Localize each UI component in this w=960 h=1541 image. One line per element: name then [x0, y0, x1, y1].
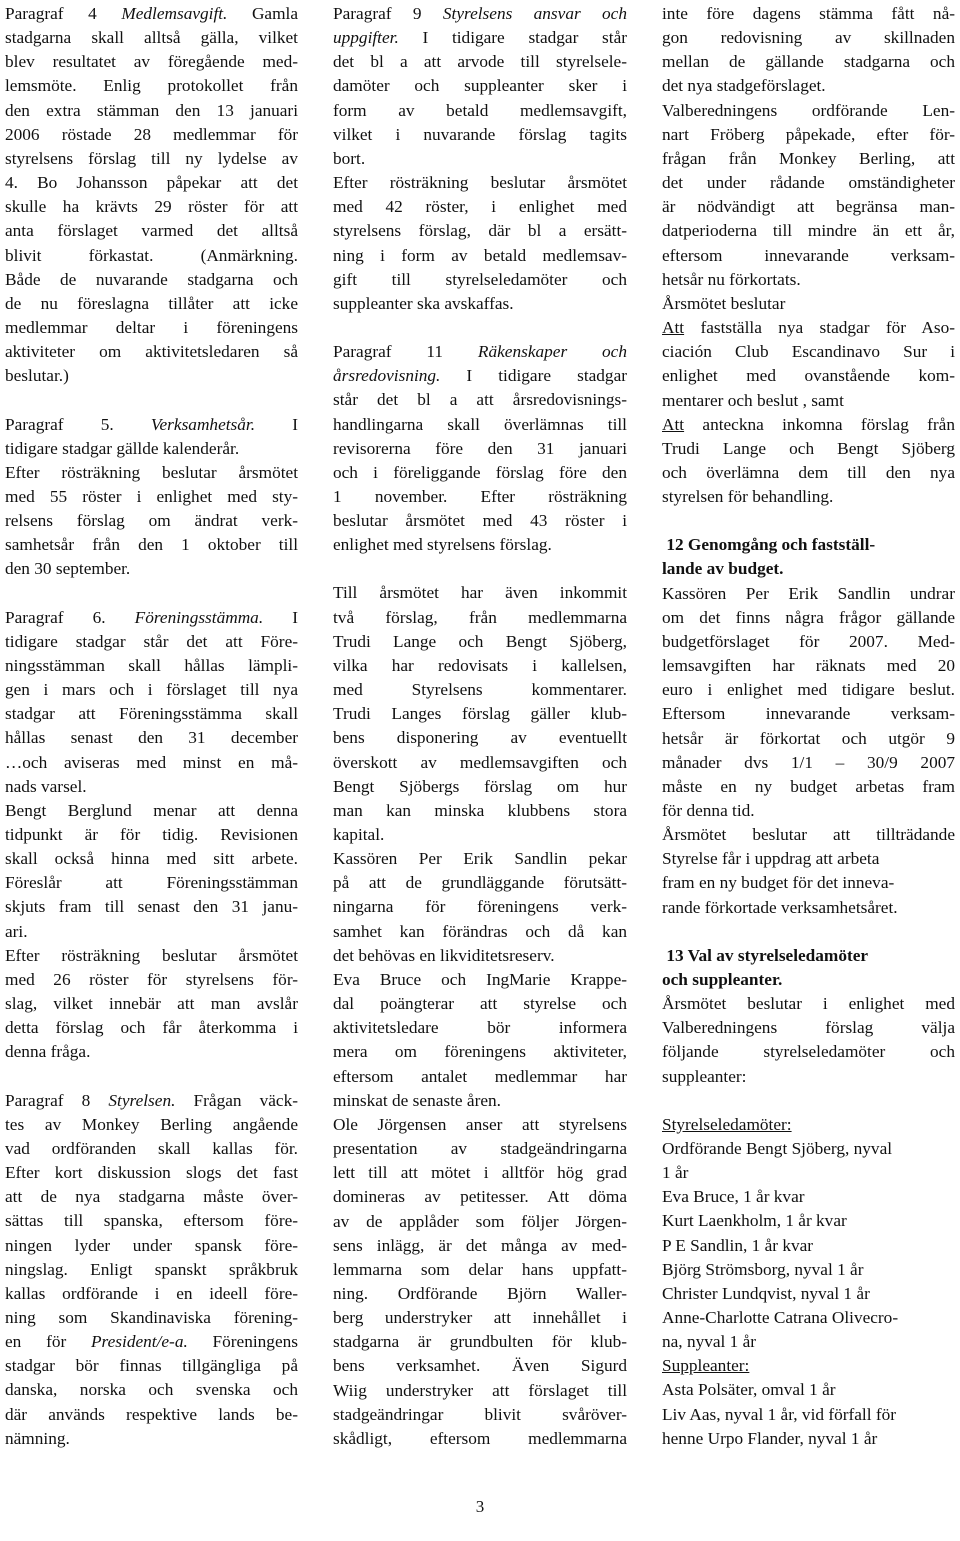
text-line: domineras av petitesser. Att döma — [333, 1187, 627, 1207]
text-line: budgetförslaget för 2007. Med- — [662, 631, 955, 651]
text-line: lemsmöte. Enlig protokollet från — [5, 76, 298, 96]
text-column-1 — [5, 2, 298, 1451]
text-line: mellan de gällande stadgarna och — [662, 52, 955, 72]
text-line: bens verksamhet. Även Sigurd — [333, 1356, 627, 1376]
text-line: den extra stämman den 13 januari — [5, 100, 298, 120]
text-line: för denna tid. — [662, 801, 755, 820]
text-line: hetsår är förkortat och utgör 9 — [662, 728, 955, 748]
text-line: datperioderna till mindre än ett år, — [662, 221, 955, 241]
text-line: och i föreliggande förslag före den — [333, 462, 627, 482]
text-line: 1 år — [662, 1163, 689, 1183]
text-line: 4. Bo Johansson påpekar att det — [5, 173, 298, 193]
text-line: gon redovisning av skillnaden — [662, 28, 955, 48]
text-line: Liv Aas, nyval 1 år, vid förfall för — [662, 1404, 896, 1424]
section-heading-line: och suppleanter. — [662, 969, 783, 989]
text-line: P E Sandlin, 1 år kvar — [662, 1235, 814, 1255]
text-line: vilka har redovisats i kallelsen, — [333, 655, 627, 675]
text-line: Både de nuvarande stadgarna och — [5, 269, 298, 289]
text-line: beslutar.) — [5, 366, 69, 386]
section-heading-line: 12 Genomgång och fastställ- — [662, 535, 876, 555]
text-line: överskott av medlemsavgiften och — [333, 752, 627, 772]
paragraph-spacer — [333, 316, 627, 340]
text-line: står det bl a att årsredovisnings- — [333, 390, 627, 410]
text-line: gen i mars och i förslaget till nya — [5, 680, 298, 700]
text-line: Ordförande Bengt Sjöberg, nyval — [662, 1138, 893, 1158]
text-line: styrelsens förslag, där bl a ersätt- — [333, 221, 627, 241]
text-line: stadgarna skall alltså gälla, vilket — [5, 28, 298, 48]
text-line: Årsmötet beslutar att tillträdande — [662, 825, 955, 845]
text-line: Trudi Langes förslag gäller klub- — [333, 704, 627, 724]
text-line: euro i enlighet med tidigare beslut. — [662, 680, 955, 700]
text-line: bort. — [333, 148, 366, 168]
text-line: suppleanter: — [662, 1066, 747, 1086]
text-line: vilket i nuvarande förslag tagits — [333, 124, 627, 144]
text-line: den 30 september. — [5, 559, 131, 579]
text-line: det behövas en likviditetsreserv. — [333, 945, 555, 965]
text-line: Eva Bruce och IngMarie Krappe- — [333, 969, 627, 989]
text-line: lemsavgiften har räknats med 20 — [662, 656, 955, 676]
paragraph-spacer — [5, 582, 298, 606]
text-line: minskat de senaste åren. — [333, 1090, 501, 1110]
text-line: två förslag, från medlemmarna — [333, 607, 627, 627]
text-line: blev resultatet av föregående med- — [5, 52, 298, 72]
text-line: Efter rösträkning beslutar årsmötet — [5, 945, 298, 965]
text-line: stadgarna är grundbulten för klub- — [333, 1332, 627, 1352]
text-line: Anne-Charlotte Catrana Olivecro- — [662, 1307, 899, 1327]
text-line: …och aviseras med minst en må- — [5, 752, 298, 772]
paragraph-spacer — [662, 1089, 955, 1113]
text-line: berg understryker att innehållet i — [333, 1308, 627, 1328]
text-line: skulle ha krävts 29 röster för att — [5, 197, 298, 217]
text-line: Till årsmötet har även inkommit — [333, 583, 627, 603]
text-line: styrelsen för behandling. — [662, 487, 834, 507]
paragraph-spacer — [662, 509, 955, 533]
text-line: stadgar att Föreningsstämma skall — [5, 704, 298, 724]
text-line: Trudi Lange och Bengt Sjöberg, — [333, 631, 627, 651]
section-heading-line: 13 Val av styrelseledamöter — [662, 945, 869, 965]
text-line: Årsmötet beslutar — [662, 293, 786, 313]
text-line: Att fastställa nya stadgar för Aso- — [662, 318, 955, 338]
text-line: uppgifter. I tidigare stadgar står — [333, 28, 627, 48]
text-line: denna fråga. — [5, 1042, 91, 1062]
text-line: Paragraf 5. Verksamhetsår. I — [5, 414, 298, 434]
text-line: Paragraf 4 Medlemsavgift. Gamla — [5, 4, 299, 23]
text-line: tidigare stadgar gällde kalenderår. — [5, 438, 240, 458]
text-line: på att de grundläggande förutsätt- — [333, 873, 627, 893]
text-line: Asta Polsäter, omval 1 år — [662, 1380, 836, 1400]
text-line: Årsmötet beslutar i enlighet med — [662, 994, 955, 1014]
text-line: att de nya stadgarna måste över- — [5, 1187, 298, 1207]
text-line: frågan från Monkey Berling, att — [662, 148, 955, 168]
text-line: enlighet med ovanstående kom- — [662, 366, 955, 386]
text-line: 2006 röstade 28 medlemmar för — [5, 124, 298, 144]
text-line: eftersom antalet medlemmar har — [333, 1066, 627, 1086]
paragraph-spacer — [662, 920, 955, 944]
text-line: Kassören Per Erik Sandlin pekar — [333, 849, 627, 869]
text-line: tidigare stadgar står det att Före- — [5, 631, 298, 651]
text-line: hetsår nu förkortats. — [662, 269, 801, 289]
text-line: sättas till spanska, eftersom före- — [5, 1211, 298, 1231]
text-line: med 26 röster för styrelsens för- — [5, 969, 298, 989]
text-line: Paragraf 8 Styrelsen. Frågan väck- — [5, 1090, 298, 1110]
text-column-3 — [662, 2, 955, 1451]
text-line: beslutar årsmötet med 43 röster i — [333, 511, 627, 531]
text-line: nämning. — [5, 1428, 70, 1448]
text-line: ciación Club Escandinavo Sur i — [662, 342, 955, 362]
text-line: ningsstämman skall hållas lämpli- — [5, 655, 298, 675]
text-line: månader dvs 1/1 – 30/9 2007 — [662, 752, 955, 772]
text-line: det nya stadgeförslaget. — [662, 76, 826, 96]
text-line: följande styrelseledamöter och — [662, 1042, 955, 1062]
text-line: gift till styrelseledamöter och — [333, 269, 627, 289]
text-line: kallas ordförande i en ideell före- — [5, 1283, 298, 1303]
text-line: enlighet med styrelsens förslag. — [333, 535, 552, 555]
text-line: presentation av stadgeändringarna — [333, 1139, 627, 1159]
text-line: en för President/e-a. Föreningens — [5, 1332, 298, 1352]
text-line: Paragraf 11 Räkenskaper och — [333, 342, 627, 362]
text-line: suppleanter ska avskaffas. — [333, 293, 514, 313]
text-line: detta förslag och får återkomma i — [5, 1018, 298, 1038]
text-line: om det finns några frågor gällande — [662, 607, 955, 627]
page-number: 3 — [475, 1497, 485, 1516]
text-line: skall också hinna med sitt arbete. — [5, 849, 298, 869]
text-line: Suppleanter: — [662, 1356, 750, 1376]
text-line: Kurt Laenkholm, 1 år kvar — [662, 1211, 847, 1231]
text-line: stadgar bör finnas tillgängliga på — [5, 1356, 298, 1376]
text-line: kapital. — [333, 825, 385, 844]
text-line: med 55 röster i enlighet med sty- — [5, 486, 298, 506]
text-line: ari. — [5, 921, 28, 941]
text-line: lett till att mötet i alltför hög grad — [333, 1163, 627, 1183]
text-line: man kan minska klubbens stora — [333, 800, 627, 820]
text-line: nads varsel. — [5, 776, 87, 796]
text-line: Efter rösträkning beslutar årsmötet — [333, 173, 627, 193]
text-line: damöter och suppleanter sker i — [333, 76, 627, 96]
text-line: medlemmar deltar i föreningens — [5, 318, 298, 338]
text-line: Valberedningens ordförande Len- — [662, 100, 955, 120]
text-line: 1 november. Efter rösträkning — [333, 486, 627, 506]
text-line: och överlämna dem till den nya — [662, 462, 955, 482]
text-line: skådligt, eftersom medlemmarna — [333, 1428, 627, 1448]
text-line: årsredovisning. I tidigare stadgar — [333, 366, 627, 386]
text-line: Bengt Sjöbergs förslag om hur — [333, 776, 627, 796]
text-line: lemmarna som delar hans uppfatt- — [333, 1259, 627, 1279]
text-line: med Styrelsens kommentarer. — [333, 680, 627, 700]
text-line: Christer Lundqvist, nyval 1 år — [662, 1283, 870, 1303]
text-line: Efter rösträkning beslutar årsmötet — [5, 462, 298, 482]
text-line: Björg Strömsborg, nyval 1 år — [662, 1259, 864, 1279]
text-line: mentarer och beslut , samt — [662, 390, 844, 410]
paragraph-spacer — [5, 1065, 298, 1089]
text-line: samhetsår från den 1 oktober till — [5, 535, 298, 555]
text-line: där används respektive lands be- — [5, 1404, 298, 1424]
text-line: Eftersom innevarande verksam- — [662, 704, 955, 724]
text-line: blivit förkastat. (Anmärkning. — [5, 245, 298, 265]
text-line: tes av Monkey Berling angående — [5, 1114, 298, 1134]
text-line: ning i form av betald medlemsav- — [333, 245, 627, 265]
text-line: Paragraf 6. Föreningsstämma. I — [5, 607, 298, 627]
text-line: ningslag. Enligt spanskt språkbruk — [5, 1259, 298, 1279]
text-column-2 — [333, 2, 627, 1451]
text-line: Kassören Per Erik Sandlin undrar — [662, 583, 955, 603]
text-line: danska, norska och svenska och — [5, 1380, 298, 1400]
text-line: Styrelseledamöter: — [662, 1114, 792, 1134]
text-line: styrelsens förslag till ny lydelse av — [5, 148, 298, 168]
text-line: ning som Skandinaviska förening- — [5, 1307, 298, 1327]
paragraph-spacer — [333, 557, 627, 581]
text-line: Ole Jörgensen anser att styrelsens — [333, 1114, 627, 1134]
text-line: aktiviteter om aktivitetsledaren så — [5, 342, 298, 362]
text-line: slag, vilket innebär att man avslår — [5, 994, 298, 1014]
text-line: samhet kan förändras och då kan — [333, 921, 627, 941]
text-line: relsens förslag om ändrat verk- — [5, 511, 298, 531]
text-line: måste en ny budget arbetas fram — [662, 776, 955, 796]
text-line: vad ordföranden skall kallas för. — [5, 1138, 298, 1158]
text-line: Bengt Berglund menar att denna — [5, 800, 298, 820]
text-line: det under rådande omständigheter — [662, 173, 955, 193]
text-line: handlingarna skall överlämnas till — [333, 414, 627, 434]
text-line: ning. Ordförande Björn Waller- — [333, 1283, 627, 1303]
text-line: henne Urpo Flander, nyval 1 år — [662, 1428, 878, 1448]
text-line: form av betald medlemsavgift, — [333, 100, 627, 120]
text-line: Eva Bruce, 1 år kvar — [662, 1187, 805, 1207]
text-line: inte före dagens stämma fått nå- — [662, 4, 955, 23]
text-line: ningarna för föreningens verk- — [333, 897, 627, 917]
text-line: mera om föreningens aktiviteter, — [333, 1042, 627, 1062]
text-line: är nödvändigt att begränsa man- — [662, 197, 955, 217]
paragraph-spacer — [5, 389, 298, 413]
text-line: Trudi Lange och Bengt Sjöberg — [662, 438, 955, 458]
text-line: Föreslår att Föreningsstämman — [5, 873, 298, 893]
section-heading-line: lande av budget. — [662, 559, 784, 579]
text-line: sens inlägg, är det många av med- — [333, 1235, 627, 1255]
text-line: na, nyval 1 år — [662, 1332, 757, 1352]
text-line: stadgeändringar blivit svåröver- — [333, 1404, 627, 1424]
text-line: de nu föreslagna tillåter att icke — [5, 293, 298, 313]
text-line: Efter kort diskussion slogs det fast — [5, 1163, 298, 1183]
text-line: av de applåder som följer Jörgen- — [333, 1211, 627, 1231]
text-line: bens disponering av eventuellt — [333, 728, 627, 748]
text-line: Paragraf 9 Styrelsens ansvar och — [333, 4, 627, 23]
text-line: rande förkortade verksamhetsåret. — [662, 897, 898, 917]
text-line: det bl a att arvode till styrelsele- — [333, 52, 627, 72]
text-line: eftersom innevarande verksam- — [662, 245, 955, 265]
text-line: tidpunkt är för tidig. Revisionen — [5, 825, 298, 844]
text-line: Wiig understryker att förslaget till — [333, 1380, 627, 1400]
text-line: revisorerna före den 31 januari — [333, 438, 627, 458]
text-line: skjuts fram till senast den 31 janu- — [5, 897, 298, 917]
text-line: Valberedningens förslag välja — [662, 1018, 955, 1038]
text-line: ningen lyder under spansk före- — [5, 1235, 298, 1255]
text-line: fram en ny budget för det inneva- — [662, 873, 895, 893]
text-line: aktivitetsledare bör informera — [333, 1018, 627, 1038]
text-line: dal poängterar att styrelse och — [333, 994, 627, 1014]
text-line: med 42 röster, i enlighet med — [333, 197, 627, 217]
text-line: nart Fröberg påpekade, efter för- — [662, 124, 955, 144]
text-line: Styrelse får i uppdrag att arbeta — [662, 849, 880, 869]
text-line: anta förslaget varmed det alltså — [5, 221, 298, 241]
text-line: Att anteckna inkomna förslag från — [662, 414, 955, 434]
text-line: hållas senast den 31 december — [5, 728, 298, 748]
